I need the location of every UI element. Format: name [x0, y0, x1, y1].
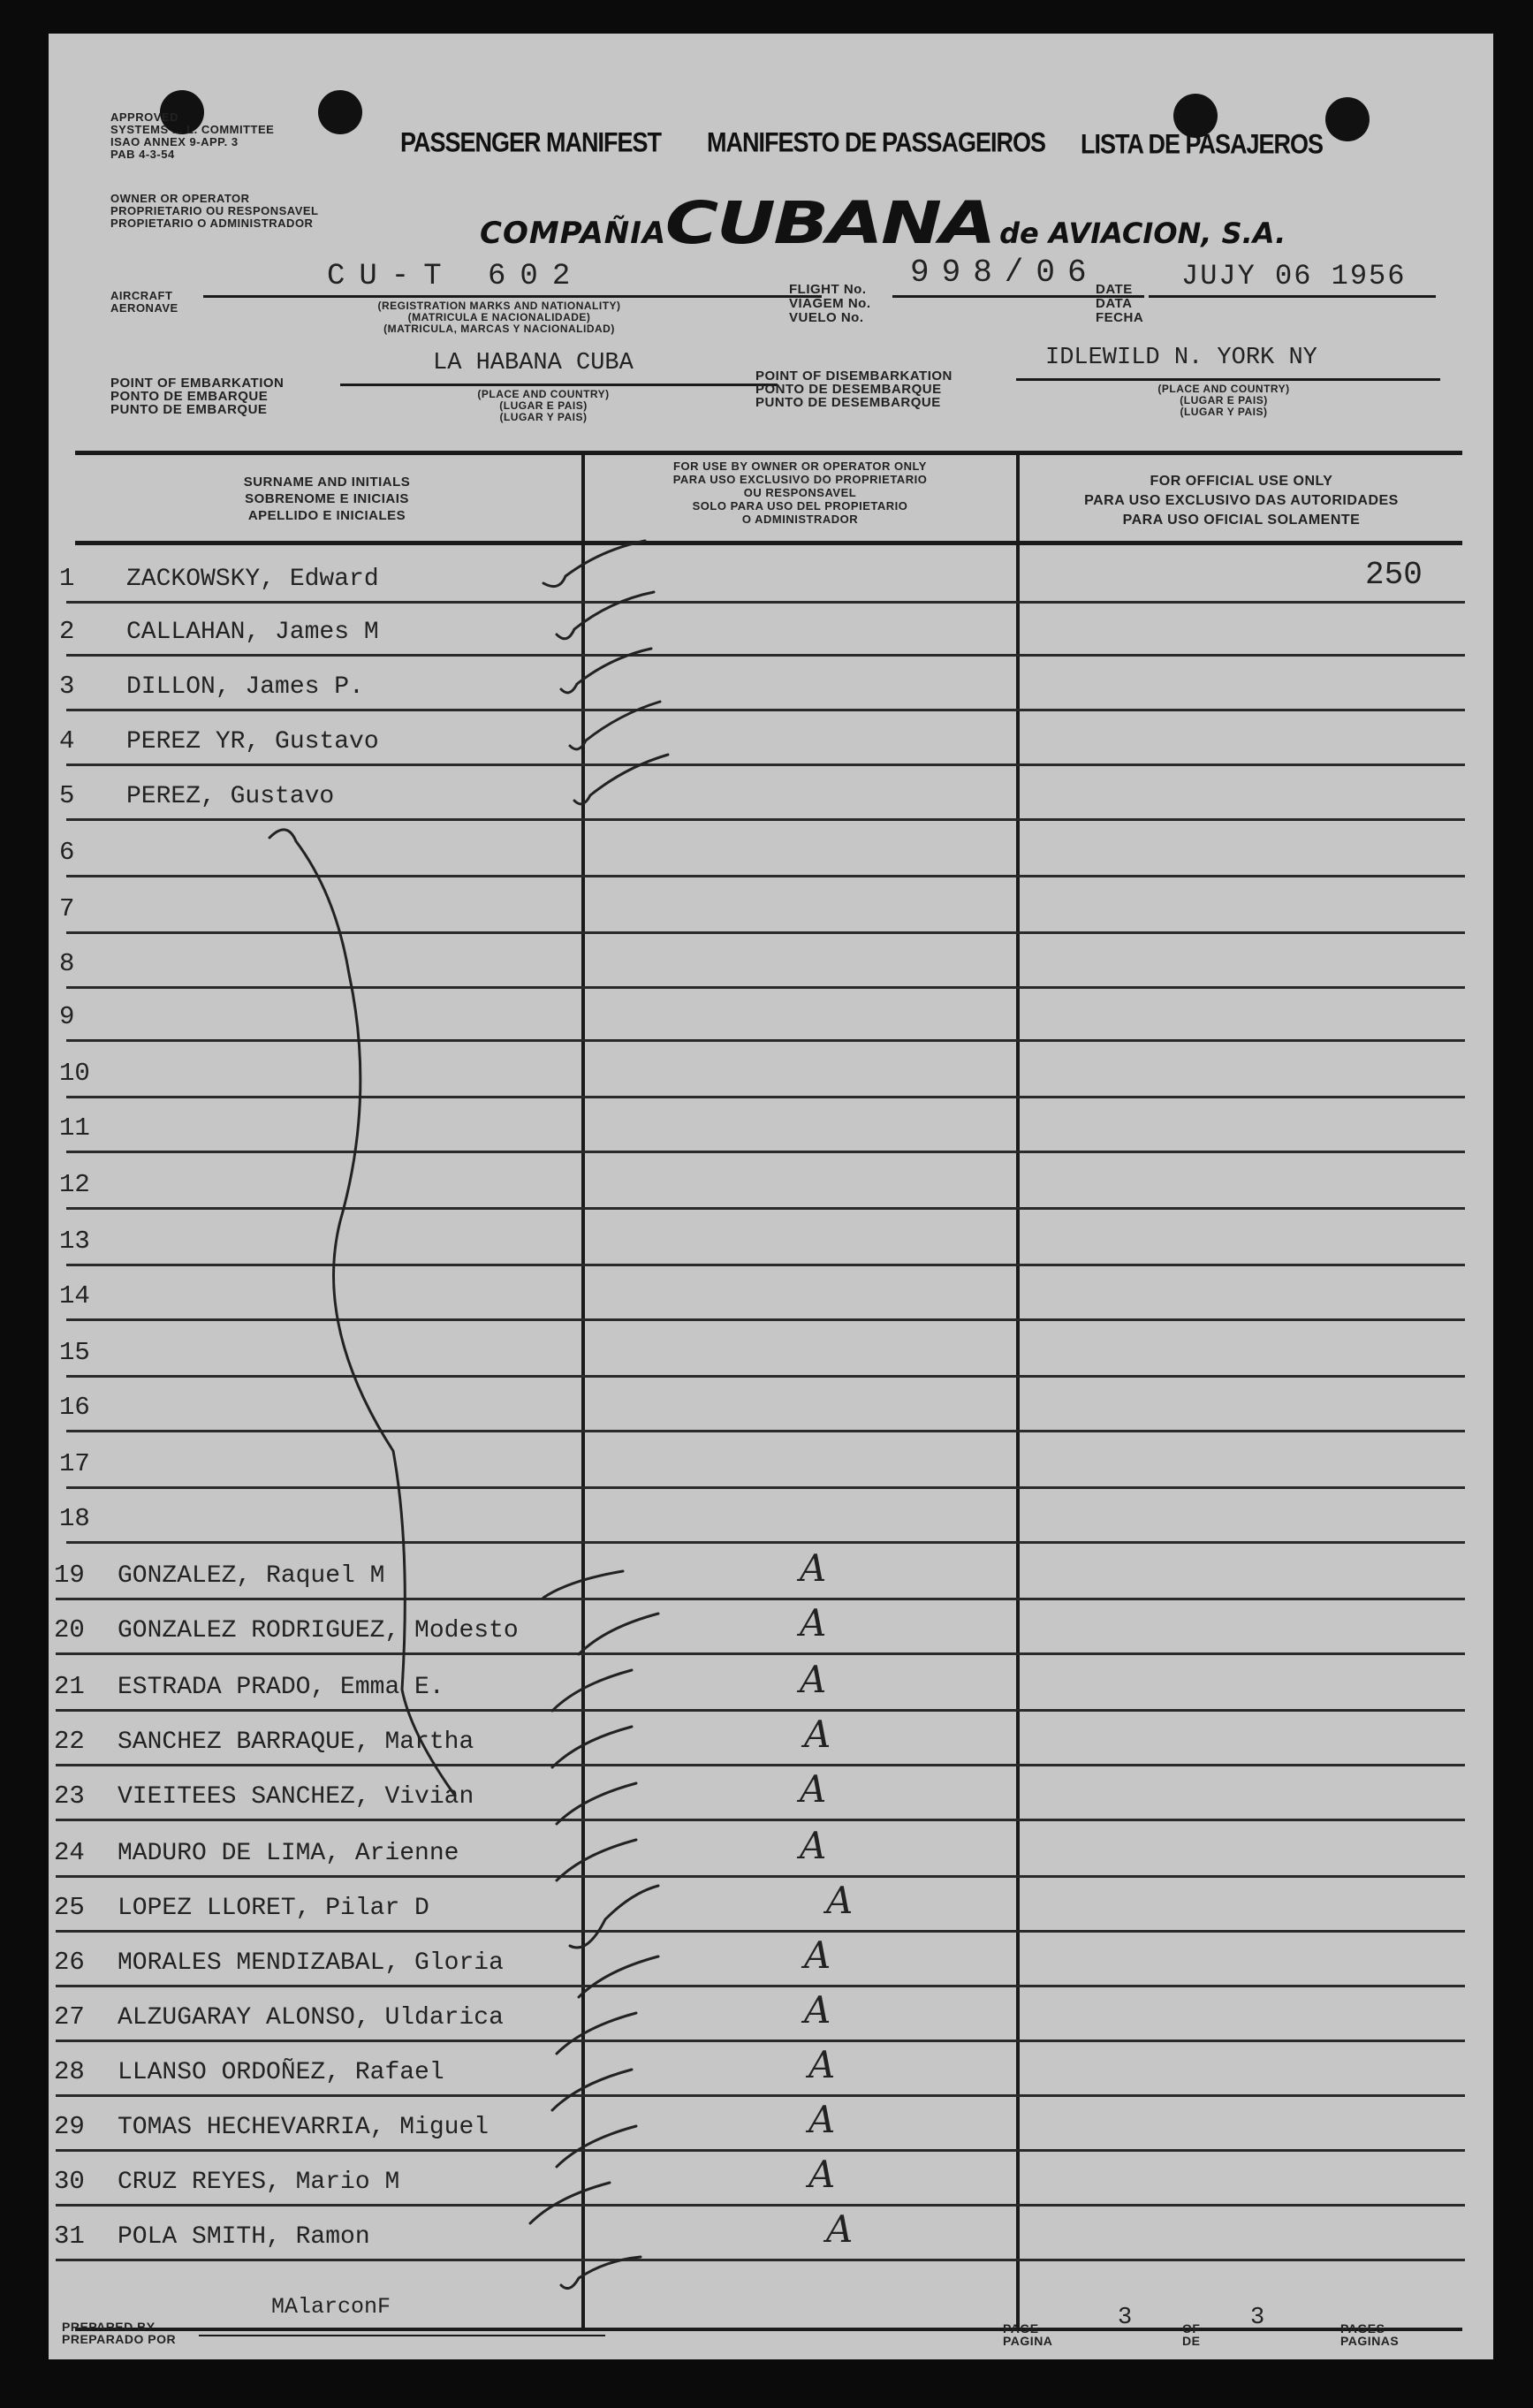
flight-value: 998/06 [910, 254, 1099, 291]
column-header-line: SOBRENOME E INICIAIS [245, 491, 409, 506]
column-header-line: PARA USO EXCLUSIVO DO PROPRIETARIO [672, 473, 928, 486]
column-header-official [1021, 472, 1462, 530]
approval-line: PAB 4-3-54 [110, 148, 175, 161]
disembarkation-label [755, 369, 952, 409]
disembarkation-caption-line: (PLACE AND COUNTRY) [1157, 383, 1290, 395]
row-number: 19 [54, 1561, 85, 1590]
aircraft-caption-line: (REGISTRATION MARKS AND NATIONALITY) [377, 300, 621, 312]
row-number: 25 [54, 1893, 85, 1922]
owner-label [110, 193, 319, 230]
prepared-label [62, 2321, 176, 2345]
row-rule [66, 1151, 1465, 1153]
pages-label-line: PAGES [1340, 2321, 1385, 2336]
manifest-page [49, 34, 1493, 2359]
date-label-line: FECHA [1096, 310, 1144, 325]
row-rule [56, 1819, 1465, 1821]
row-rule [66, 986, 1465, 989]
row-number: 21 [54, 1672, 85, 1701]
passenger-name: CRUZ REYES, Mario M [118, 2169, 400, 2196]
of-label-line: OF [1182, 2321, 1201, 2336]
disembarkation-label-line: PONTO DE DESEMBARQUE [755, 382, 942, 397]
checkmark-icon [543, 541, 645, 587]
owner-label-line: PROPIETARIO O ADMINISTRADOR [110, 216, 314, 230]
page-value: 3 [1118, 2305, 1133, 2331]
embarkation-label-line: POINT OF EMBARKATION [110, 376, 285, 391]
column-header-line: O ADMINISTRADOR [741, 513, 859, 526]
disembarkation-value: IDLEWILD N. YORK NY [1045, 345, 1317, 371]
flight-label-line: VUELO No. [789, 310, 864, 325]
aircraft-label-line: AIRCRAFT [110, 289, 173, 302]
row-number: 9 [59, 1002, 75, 1031]
row-rule [66, 931, 1465, 934]
checkmark-icon [557, 2013, 636, 2054]
disembarkation-label-line: POINT OF DISEMBARKATION [755, 368, 952, 384]
row-number: 8 [59, 949, 75, 978]
row-number: 10 [59, 1059, 90, 1088]
row-rule [56, 2149, 1465, 2152]
embarkation-label [110, 376, 284, 416]
approval-line: APPROVED [110, 110, 178, 124]
owner-label-line: PROPRIETARIO OU RESPONSAVEL [110, 204, 319, 217]
row-rule [66, 601, 1465, 604]
passenger-name: POLA SMITH, Ramon [118, 2223, 370, 2251]
passenger-name: TOMAS HECHEVARRIA, Miguel [118, 2114, 489, 2141]
row-rule [56, 2094, 1465, 2097]
approval-block [110, 111, 314, 161]
row-number: 18 [59, 1504, 90, 1533]
passenger-name: MADURO DE LIMA, Arienne [118, 1840, 459, 1867]
checkmark-icon [579, 1614, 658, 1654]
operator-mark: A [808, 2043, 836, 2086]
prepared-label-line: PREPARED BY [62, 2320, 156, 2334]
aircraft-label [110, 290, 178, 315]
operator-mark: A [800, 1601, 827, 1645]
row-rule [56, 1875, 1465, 1878]
column-header-operator [586, 460, 1014, 526]
row-number: 5 [59, 781, 75, 810]
title-spanish: LISTA DE PASAJEROS [1081, 128, 1324, 160]
column-divider [1016, 452, 1020, 2328]
row-rule [56, 2204, 1465, 2207]
column-divider [581, 452, 585, 2328]
checkmark-icon [557, 592, 654, 639]
embarkation-label-line: PONTO DE EMBARQUE [110, 389, 269, 404]
column-header-names [75, 474, 579, 524]
checkmark-icon [574, 755, 668, 804]
checkmark-icon [552, 2070, 632, 2110]
row-number: 28 [54, 2057, 85, 2086]
punch-hole-icon [1325, 97, 1370, 141]
date-label-line: DATE [1096, 282, 1133, 297]
company-logo [480, 189, 1286, 257]
column-header-line: APELLIDO E INICIALES [247, 508, 406, 523]
row-number: 6 [59, 838, 75, 867]
row-number: 17 [59, 1449, 90, 1478]
passenger-name: ESTRADA PRADO, Emma E. [118, 1674, 444, 1701]
operator-mark: A [826, 2207, 854, 2251]
row-number: 4 [59, 726, 75, 756]
row-rule [66, 1264, 1465, 1266]
column-header-line: PARA USO EXCLUSIVO DAS AUTORIDADES [1084, 493, 1399, 508]
row-number: 31 [54, 2222, 85, 2251]
operator-mark: A [800, 1658, 827, 1701]
embarkation-caption-line: (LUGAR E PAIS) [499, 399, 588, 412]
row-number: 16 [59, 1393, 90, 1422]
row-rule [66, 1486, 1465, 1489]
column-header-line: SOLO PARA USO DEL PROPIETARIO [692, 499, 908, 513]
row-rule [66, 1207, 1465, 1210]
column-header-line: PARA USO OFICIAL SOLAMENTE [1122, 513, 1361, 528]
row-number: 29 [54, 2112, 85, 2141]
checkmark-icon [579, 1956, 658, 1997]
row-rule [56, 1598, 1465, 1600]
flight-label [789, 283, 871, 325]
operator-mark: A [800, 1824, 827, 1867]
date-value: JUJY 06 1956 [1181, 260, 1407, 292]
checkmark-icon [552, 1670, 632, 1711]
row-number: 22 [54, 1727, 85, 1756]
bracket-curve [269, 830, 455, 1796]
row-number: 14 [59, 1281, 90, 1310]
date-underline [1149, 295, 1436, 298]
page-label-line: PAGE [1003, 2321, 1039, 2336]
row-number: 20 [54, 1615, 85, 1645]
row-rule [56, 1930, 1465, 1933]
page-label [1003, 2322, 1052, 2347]
row-number: 3 [59, 672, 75, 701]
checkmark-icon [530, 2183, 610, 2223]
checkmark-icon [557, 2126, 636, 2167]
of-value: 3 [1250, 2305, 1265, 2331]
company-suffix: de AVIACION, S.A. [999, 216, 1286, 250]
of-label [1182, 2322, 1200, 2347]
passenger-name: DILLON, James P. [126, 673, 364, 701]
row-number: 15 [59, 1338, 90, 1367]
row-rule [66, 1318, 1465, 1321]
disembarkation-caption [1109, 384, 1339, 418]
operator-mark: A [808, 2098, 836, 2141]
table-header-border [75, 541, 1462, 545]
row-rule [66, 763, 1465, 766]
row-number: 2 [59, 617, 75, 646]
passenger-name: PEREZ, Gustavo [126, 783, 335, 810]
row-rule [66, 1541, 1465, 1544]
approval-line: SYSTEMS ... L. COMMITTEE [110, 123, 275, 136]
disembarkation-caption-line: (LUGAR E PAIS) [1180, 394, 1268, 406]
disembarkation-label-line: PUNTO DE DESEMBARQUE [755, 395, 941, 410]
date-label-line: DATA [1096, 296, 1133, 311]
embarkation-caption [429, 389, 658, 423]
operator-mark: A [804, 1713, 831, 1756]
passenger-name: GONZALEZ, Raquel M [118, 1562, 385, 1590]
row-rule [66, 818, 1465, 821]
embarkation-caption-line: (LUGAR Y PAIS) [499, 411, 588, 423]
operator-mark: A [800, 1767, 827, 1811]
flight-label-line: FLIGHT No. [789, 282, 867, 297]
punch-hole-icon [318, 90, 362, 134]
row-number: 7 [59, 894, 75, 923]
prepared-label-line: PREPARADO POR [62, 2332, 177, 2346]
company-prefix: COMPAÑIA [480, 216, 667, 251]
prepared-underline [199, 2335, 605, 2336]
checkmark-icon [561, 2257, 641, 2289]
row-rule [56, 1709, 1465, 1712]
aircraft-label-line: AERONAVE [110, 301, 178, 315]
operator-mark: A [826, 1879, 854, 1922]
operator-mark: A [804, 1988, 831, 2032]
row-rule [56, 1985, 1465, 1987]
aircraft-caption-line: (MATRICULA, MARCAS Y NACIONALIDAD) [383, 323, 615, 335]
date-label [1096, 283, 1143, 325]
passenger-name: SANCHEZ BARRAQUE, Martha [118, 1728, 474, 1756]
row-rule [56, 1764, 1465, 1766]
passenger-name: ALZUGARAY ALONSO, Uldarica [118, 2004, 504, 2032]
row-rule [56, 1652, 1465, 1655]
column-header-line: FOR OFFICIAL USE ONLY [1150, 474, 1333, 489]
operator-mark: A [808, 2153, 836, 2196]
embarkation-value: LA HABANA CUBA [433, 350, 634, 376]
embarkation-caption-line: (PLACE AND COUNTRY) [477, 388, 610, 400]
approval-line: ISAO ANNEX 9-APP. 3 [110, 135, 239, 148]
row-number: 1 [59, 564, 75, 593]
row-number: 11 [59, 1113, 90, 1143]
passenger-name: VIEITEES SANCHEZ, Vivian [118, 1783, 474, 1811]
operator-mark: A [800, 1546, 827, 1590]
row-rule [66, 875, 1465, 877]
column-header-line: OU RESPONSAVEL [743, 486, 857, 499]
embarkation-underline [340, 384, 778, 386]
passenger-name: PEREZ YR, Gustavo [126, 728, 379, 756]
row-number: 23 [54, 1781, 85, 1811]
passenger-name: LLANSO ORDOÑEZ, Rafael [118, 2059, 444, 2086]
disembarkation-caption-line: (LUGAR Y PAIS) [1180, 406, 1268, 418]
company-name: CUBANA [664, 189, 994, 257]
pages-label [1340, 2322, 1399, 2347]
row-rule [66, 709, 1465, 711]
row-rule [66, 654, 1465, 657]
passenger-name: ZACKOWSKY, Edward [126, 566, 379, 593]
row-number: 13 [59, 1227, 90, 1256]
embarkation-label-line: PUNTO DE EMBARQUE [110, 402, 268, 417]
page-label-line: PAGINA [1003, 2334, 1053, 2348]
row-rule [66, 1430, 1465, 1432]
row-number: 24 [54, 1838, 85, 1867]
pages-label-line: PAGINAS [1340, 2334, 1400, 2348]
row-rule [56, 2259, 1465, 2261]
operator-mark: A [804, 1933, 831, 1977]
disembarkation-underline [1016, 378, 1440, 381]
row-number: 12 [59, 1170, 90, 1199]
of-label-line: DE [1182, 2334, 1201, 2348]
aircraft-caption [269, 300, 729, 335]
column-header-line: SURNAME AND INITIALS [243, 475, 411, 490]
row-number: 30 [54, 2167, 85, 2196]
passenger-name: GONZALEZ RODRIGUEZ, Modesto [118, 1617, 519, 1645]
aircraft-caption-line: (MATRICULA E NACIONALIDADE) [407, 311, 591, 323]
row-number: 27 [54, 2002, 85, 2032]
row-rule [66, 1096, 1465, 1098]
official-note: 250 [1365, 557, 1423, 593]
aircraft-value: CU-T 602 [327, 260, 585, 293]
aircraft-underline [203, 295, 822, 298]
checkmark-icon [552, 1727, 632, 1767]
prepared-value: MAlarconF [271, 2294, 391, 2320]
passenger-name: CALLAHAN, James M [126, 619, 379, 646]
row-rule [66, 1039, 1465, 1042]
row-number: 26 [54, 1948, 85, 1977]
owner-label-line: OWNER OR OPERATOR [110, 192, 250, 205]
title-portuguese: MANIFESTO DE PASSAGEIROS [707, 126, 1046, 158]
title-english: PASSENGER MANIFEST [400, 126, 662, 158]
row-rule [56, 2040, 1465, 2042]
row-rule [66, 1375, 1465, 1378]
table-top-border [75, 451, 1462, 455]
column-header-line: FOR USE BY OWNER OR OPERATOR ONLY [673, 460, 927, 473]
flight-label-line: VIAGEM No. [789, 296, 871, 311]
passenger-name: LOPEZ LLORET, Pilar D [118, 1895, 429, 1922]
passenger-name: MORALES MENDIZABAL, Gloria [118, 1949, 504, 1977]
